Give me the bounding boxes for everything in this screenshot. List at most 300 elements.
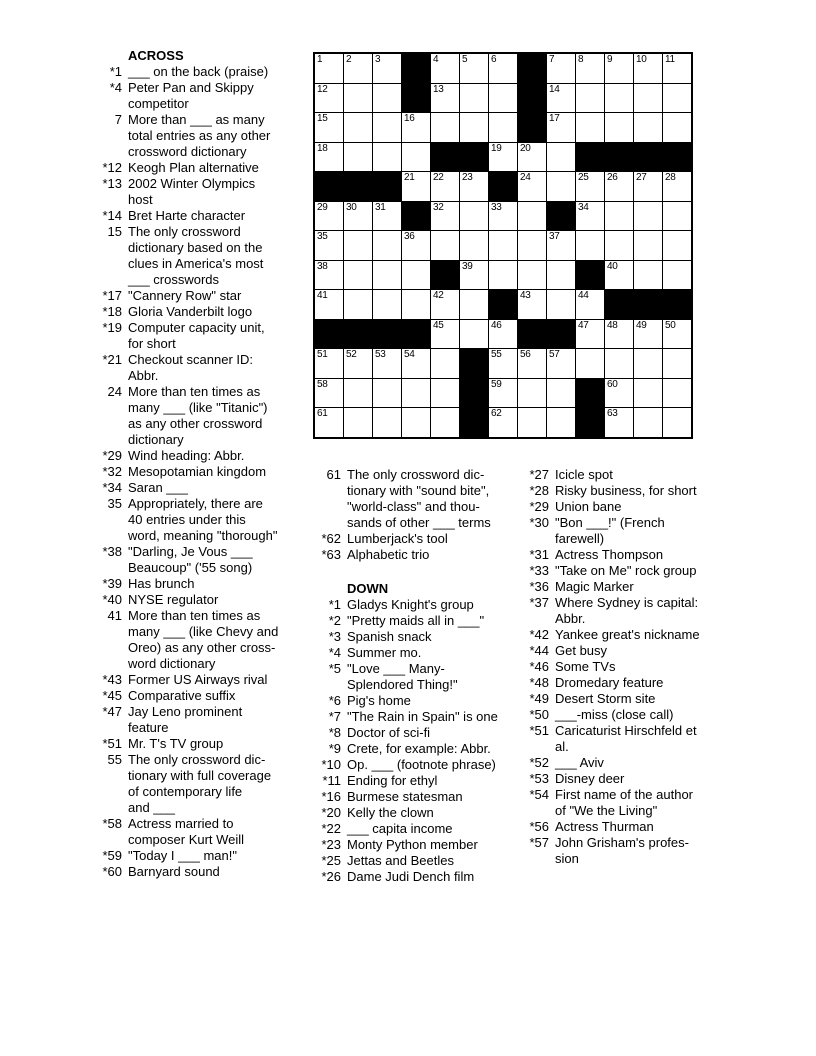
clue-number: *32 — [102, 464, 122, 479]
cell-number: 6 — [491, 54, 497, 65]
cell-number: 44 — [578, 290, 589, 301]
clue-number: *44 — [529, 643, 549, 658]
cell-number: 5 — [462, 54, 468, 65]
clue-number: *58 — [102, 816, 122, 831]
grid-cell[interactable] — [576, 231, 604, 260]
grid-cell[interactable] — [663, 113, 691, 142]
grid-cell[interactable] — [315, 379, 343, 408]
grid-cell[interactable] — [634, 84, 662, 113]
grid-cell[interactable] — [460, 261, 488, 290]
clue-text-line: NYSE regulator — [128, 592, 219, 607]
grid-cell[interactable] — [547, 54, 575, 83]
grid-cell[interactable] — [402, 349, 430, 378]
grid-cell[interactable] — [576, 320, 604, 349]
clue-number: *49 — [529, 691, 549, 706]
clue-text — [128, 576, 194, 592]
grid-cell[interactable] — [547, 408, 575, 437]
cell-number: 4 — [433, 54, 439, 65]
grid-cell[interactable] — [576, 290, 604, 319]
grid-cell[interactable] — [431, 172, 459, 201]
cell-number: 50 — [665, 319, 676, 331]
grid-cell[interactable] — [373, 54, 401, 83]
grid-cell[interactable] — [489, 84, 517, 113]
clue-number: *7 — [328, 709, 341, 724]
grid-cell[interactable] — [576, 202, 604, 231]
cell-number: 37 — [549, 231, 560, 242]
grid-cell[interactable] — [663, 172, 691, 201]
clue-text-line: sands of other ___ terms — [347, 515, 491, 530]
black-square — [634, 290, 662, 319]
grid-cell[interactable] — [489, 261, 517, 290]
clue-text-line: total entries as any other — [128, 128, 271, 143]
clue-text-line: "Today I ___ man!" — [128, 848, 237, 863]
grid-cell[interactable] — [663, 231, 691, 260]
clue-text — [128, 352, 253, 384]
clue-text-line: The only crossword — [128, 224, 241, 239]
clue-text-line: Has brunch — [128, 576, 195, 591]
grid-cell[interactable] — [518, 408, 546, 437]
grid-cell[interactable] — [634, 320, 662, 349]
grid-cell[interactable] — [315, 54, 343, 83]
clue-text-line: Where Sydney is capital: — [555, 595, 699, 610]
cell-number: 2 — [346, 54, 352, 65]
grid-cell[interactable] — [663, 320, 691, 349]
grid-cell[interactable] — [402, 379, 430, 408]
clue-text-line: More than ten times as — [128, 608, 261, 623]
grid-cell[interactable] — [431, 408, 459, 437]
clue-text — [555, 787, 693, 819]
cell-number: 39 — [462, 260, 473, 272]
clue-text-line: Wind heading: Abbr. — [128, 448, 245, 463]
cell-number: 10 — [636, 54, 647, 65]
clue-number: *59 — [102, 848, 122, 863]
black-square — [460, 349, 488, 378]
grid-cell[interactable] — [489, 143, 517, 172]
middle-clues-column — [314, 467, 534, 885]
grid-cell[interactable] — [605, 172, 633, 201]
grid-cell[interactable] — [402, 172, 430, 201]
clue-number: *11 — [322, 773, 341, 788]
clue-row — [314, 597, 534, 613]
grid-cell[interactable] — [518, 202, 546, 231]
grid-cell[interactable] — [605, 320, 633, 349]
clue-number: *14 — [102, 208, 122, 223]
grid-cell[interactable] — [344, 349, 372, 378]
black-square — [547, 320, 575, 349]
clue-text-line: word dictionary — [128, 656, 216, 671]
grid-cell[interactable] — [431, 113, 459, 142]
clue-number: *28 — [529, 483, 549, 498]
clue-row — [522, 675, 742, 691]
grid-cell[interactable] — [605, 113, 633, 142]
clue-text — [555, 547, 663, 563]
clue-row — [314, 547, 534, 563]
grid-cell[interactable] — [605, 202, 633, 231]
grid-cell[interactable] — [431, 379, 459, 408]
grid-cell[interactable] — [402, 290, 430, 319]
clue-row — [314, 693, 534, 709]
clue-row — [95, 592, 315, 608]
black-square — [402, 320, 430, 349]
clue-number: *39 — [102, 576, 122, 591]
clue-text — [555, 755, 604, 771]
cell-number: 24 — [520, 172, 531, 183]
grid-cell[interactable] — [402, 231, 430, 260]
black-square — [576, 379, 604, 408]
clue-text-line: Magic Marker — [555, 579, 634, 594]
clue-row — [522, 627, 742, 643]
grid-cell[interactable] — [489, 202, 517, 231]
cell-number: 48 — [607, 319, 618, 331]
grid-cell[interactable] — [634, 349, 662, 378]
clue-text-line: many ___ (like Chevy and — [128, 624, 279, 639]
grid-cell[interactable] — [373, 231, 401, 260]
grid-cell[interactable] — [315, 202, 343, 231]
clue-text-line: Risky business, for short — [555, 483, 697, 498]
grid-cell[interactable] — [663, 379, 691, 408]
grid-cell[interactable] — [634, 202, 662, 231]
clue-row — [95, 320, 315, 352]
clue-text-line: Computer capacity unit, — [128, 320, 265, 335]
clue-row — [95, 464, 315, 480]
grid-cell[interactable] — [460, 84, 488, 113]
grid-cell[interactable] — [431, 290, 459, 319]
clue-text — [347, 789, 463, 805]
grid-cell[interactable] — [489, 54, 517, 83]
grid-cell[interactable] — [460, 231, 488, 260]
clue-row — [95, 160, 315, 176]
grid-cell[interactable] — [344, 202, 372, 231]
clue-row — [95, 544, 315, 576]
grid-cell[interactable] — [605, 408, 633, 437]
clue-number: 55 — [107, 752, 122, 767]
clue-text — [128, 160, 259, 176]
grid-cell[interactable] — [373, 290, 401, 319]
cell-number: 23 — [462, 172, 473, 183]
clue-text — [347, 821, 453, 837]
cell-number: 51 — [317, 349, 328, 360]
grid-cell[interactable] — [605, 84, 633, 113]
clue-number: *29 — [102, 448, 122, 463]
grid-cell[interactable] — [518, 290, 546, 319]
clue-text-line: Icicle spot — [555, 467, 613, 482]
grid-cell[interactable] — [547, 143, 575, 172]
clue-number: *10 — [321, 757, 341, 772]
grid-cell[interactable] — [547, 261, 575, 290]
clue-number: *60 — [102, 864, 122, 879]
grid-cell[interactable] — [489, 349, 517, 378]
grid-cell[interactable] — [489, 113, 517, 142]
clue-number: *19 — [102, 320, 122, 335]
grid-cell[interactable] — [431, 54, 459, 83]
clue-row — [314, 773, 534, 789]
grid-cell[interactable] — [315, 408, 343, 437]
clue-text — [128, 688, 235, 704]
clue-text-line: "world-class" and thou- — [347, 499, 480, 514]
clue-text-line: Mr. T's TV group — [128, 736, 224, 751]
grid-cell[interactable] — [518, 143, 546, 172]
clue-text-line: 40 entries under this — [128, 512, 246, 527]
grid-cell[interactable] — [402, 261, 430, 290]
clue-row — [522, 819, 742, 835]
clue-row — [95, 496, 315, 544]
cell-number: 58 — [317, 378, 328, 390]
clue-text — [128, 224, 263, 288]
clue-text-line: ___-miss (close call) — [555, 707, 674, 722]
clue-text — [347, 531, 448, 547]
clue-number: *56 — [529, 819, 549, 834]
clue-row — [522, 515, 742, 547]
clue-text-line: Crete, for example: Abbr. — [347, 741, 491, 756]
clue-text-line: Summer mo. — [347, 645, 422, 660]
cell-number: 11 — [665, 54, 675, 65]
clue-number: *18 — [102, 304, 122, 319]
grid-cell[interactable] — [402, 408, 430, 437]
grid-cell[interactable] — [518, 261, 546, 290]
clue-text-line: "Bon ___!" (French — [555, 515, 665, 530]
grid-cell[interactable] — [344, 54, 372, 83]
clue-row — [314, 869, 534, 885]
clue-number: *25 — [321, 853, 341, 868]
grid-cell[interactable] — [373, 379, 401, 408]
clue-text — [128, 448, 244, 464]
clue-text-line: Ending for ethyl — [347, 773, 438, 788]
clue-row — [522, 835, 742, 867]
grid-cell[interactable] — [373, 202, 401, 231]
clue-text — [555, 595, 698, 627]
grid-cell[interactable] — [431, 349, 459, 378]
clue-text — [347, 741, 491, 757]
grid-cell[interactable] — [315, 84, 343, 113]
clue-text — [347, 645, 421, 661]
across-header: ACROSS — [128, 48, 184, 63]
cell-number: 54 — [404, 349, 415, 360]
cell-number: 28 — [665, 172, 676, 183]
grid-cell[interactable] — [605, 379, 633, 408]
clue-row — [95, 64, 315, 80]
grid-cell[interactable] — [460, 113, 488, 142]
cell-number: 8 — [578, 54, 584, 65]
grid-cell[interactable] — [489, 320, 517, 349]
grid-cell[interactable] — [547, 290, 575, 319]
clue-text — [555, 659, 615, 675]
clue-text-line: Op. ___ (footnote phrase) — [347, 757, 496, 772]
clue-text-line: Barnyard sound — [128, 864, 220, 879]
grid-cell[interactable] — [489, 408, 517, 437]
grid-cell[interactable] — [547, 113, 575, 142]
grid-cell[interactable] — [460, 202, 488, 231]
black-square — [460, 143, 488, 172]
cell-number: 41 — [317, 290, 328, 301]
black-square — [344, 320, 372, 349]
grid-cell[interactable] — [344, 143, 372, 172]
clue-text — [347, 725, 430, 741]
clue-row — [314, 725, 534, 741]
clue-number: *31 — [529, 547, 549, 562]
grid-cell[interactable] — [431, 231, 459, 260]
clue-text — [555, 467, 613, 483]
black-square — [518, 113, 546, 142]
grid-cell[interactable] — [315, 231, 343, 260]
clue-row — [522, 595, 742, 627]
clue-number: *57 — [529, 835, 549, 850]
black-square — [518, 54, 546, 83]
clue-number: *37 — [529, 595, 549, 610]
clue-text-line: tionary with full coverage — [128, 768, 272, 783]
clue-text-line: Mesopotamian kingdom — [128, 464, 267, 479]
cell-number: 49 — [636, 319, 647, 331]
grid-cell[interactable] — [663, 261, 691, 290]
cell-number: 3 — [375, 54, 381, 65]
grid-cell[interactable] — [518, 379, 546, 408]
grid-cell[interactable] — [344, 261, 372, 290]
cell-number: 57 — [549, 349, 560, 360]
grid-cell[interactable] — [663, 54, 691, 83]
grid-cell[interactable] — [373, 143, 401, 172]
clue-row — [522, 499, 742, 515]
grid-cell[interactable] — [344, 231, 372, 260]
grid-cell[interactable] — [344, 290, 372, 319]
clue-text-line: More than ___ as many — [128, 112, 265, 127]
grid-cell[interactable] — [315, 113, 343, 142]
cell-number: 31 — [375, 201, 386, 213]
clue-number: *38 — [102, 544, 122, 559]
clue-row — [314, 613, 534, 629]
black-square — [431, 261, 459, 290]
clue-text-line: John Grisham's profes- — [555, 835, 689, 850]
grid-cell[interactable] — [663, 84, 691, 113]
clue-text — [128, 752, 271, 816]
clue-number: *29 — [529, 499, 549, 514]
black-square — [576, 143, 604, 172]
clue-text-line: Yankee great's nickname — [555, 627, 700, 642]
grid-cell[interactable] — [634, 231, 662, 260]
grid-cell[interactable] — [431, 84, 459, 113]
grid-cell[interactable] — [373, 261, 401, 290]
grid-cell[interactable] — [344, 84, 372, 113]
grid-cell[interactable] — [344, 379, 372, 408]
grid-cell[interactable] — [402, 113, 430, 142]
grid-cell[interactable] — [634, 379, 662, 408]
grid-cell[interactable] — [634, 261, 662, 290]
clue-row — [522, 707, 742, 723]
grid-cell[interactable] — [460, 54, 488, 83]
grid-cell[interactable] — [315, 143, 343, 172]
grid-cell[interactable] — [460, 320, 488, 349]
grid-cell[interactable] — [576, 84, 604, 113]
grid-cell[interactable] — [518, 349, 546, 378]
clue-text — [555, 483, 697, 499]
grid-cell[interactable] — [663, 349, 691, 378]
grid-cell[interactable] — [576, 349, 604, 378]
clue-text-line: Former US Airways rival — [128, 672, 268, 687]
grid-cell[interactable] — [489, 379, 517, 408]
clue-text-line: Doctor of sci-fi — [347, 725, 431, 740]
grid-cell[interactable] — [605, 231, 633, 260]
clue-row — [95, 112, 315, 160]
grid-cell[interactable] — [518, 172, 546, 201]
clue-text-line: many ___ (like "Titanic") — [128, 400, 268, 415]
clue-text-line: More than ten times as — [128, 384, 261, 399]
grid-cell[interactable] — [576, 54, 604, 83]
cell-number: 9 — [607, 54, 613, 65]
grid-cell[interactable] — [547, 84, 575, 113]
grid-cell[interactable] — [402, 143, 430, 172]
cell-number: 63 — [607, 408, 618, 419]
grid-cell[interactable] — [431, 320, 459, 349]
grid-cell[interactable] — [634, 54, 662, 83]
clue-text-line: dictionary based on the — [128, 240, 263, 255]
grid-cell[interactable] — [315, 261, 343, 290]
black-square — [344, 172, 372, 201]
grid-cell[interactable] — [344, 113, 372, 142]
grid-cell[interactable] — [547, 231, 575, 260]
clue-text — [555, 643, 607, 659]
clue-number: 7 — [114, 112, 122, 127]
grid-cell[interactable] — [373, 84, 401, 113]
grid-cell[interactable] — [315, 349, 343, 378]
grid-cell[interactable] — [663, 202, 691, 231]
clue-number: 41 — [107, 608, 122, 623]
crossword-grid — [313, 52, 693, 439]
clue-row — [314, 757, 534, 773]
grid-cell[interactable] — [634, 172, 662, 201]
cell-number: 43 — [520, 290, 531, 301]
across-clues-column — [95, 48, 315, 880]
grid-cell[interactable] — [373, 408, 401, 437]
clue-text — [347, 709, 498, 725]
grid-cell[interactable] — [460, 172, 488, 201]
clue-text-line: Beaucoup" ('55 song) — [128, 560, 253, 575]
clue-row — [314, 467, 534, 531]
black-square — [402, 84, 430, 113]
grid-cell[interactable] — [605, 261, 633, 290]
grid-cell[interactable] — [576, 172, 604, 201]
black-square — [315, 320, 343, 349]
grid-cell[interactable] — [518, 231, 546, 260]
grid-cell[interactable] — [373, 349, 401, 378]
grid-cell[interactable] — [431, 202, 459, 231]
clue-text — [555, 835, 689, 867]
grid-cell[interactable] — [605, 349, 633, 378]
clue-row — [522, 659, 742, 675]
grid-cell[interactable] — [634, 113, 662, 142]
grid-cell[interactable] — [605, 54, 633, 83]
clue-row — [95, 224, 315, 288]
clue-text — [128, 544, 253, 576]
grid-cell[interactable] — [344, 408, 372, 437]
across-clue-list-continued — [314, 467, 534, 563]
clue-text-line: Keogh Plan alternative — [128, 160, 259, 175]
clue-text — [347, 773, 437, 789]
clue-number: *3 — [328, 629, 341, 644]
grid-cell[interactable] — [663, 408, 691, 437]
grid-cell[interactable] — [576, 113, 604, 142]
grid-cell[interactable] — [634, 408, 662, 437]
grid-cell[interactable] — [547, 349, 575, 378]
grid-cell[interactable] — [373, 113, 401, 142]
grid-cell[interactable] — [315, 290, 343, 319]
clue-number: *13 — [102, 176, 122, 191]
clue-text — [347, 597, 474, 613]
clue-text — [347, 757, 496, 773]
grid-cell[interactable] — [489, 231, 517, 260]
clue-text-line: Gladys Knight's group — [347, 597, 474, 612]
grid-cell[interactable] — [547, 379, 575, 408]
clue-text-line: sion — [555, 851, 579, 866]
grid-cell[interactable] — [460, 290, 488, 319]
grid-cell[interactable] — [547, 172, 575, 201]
